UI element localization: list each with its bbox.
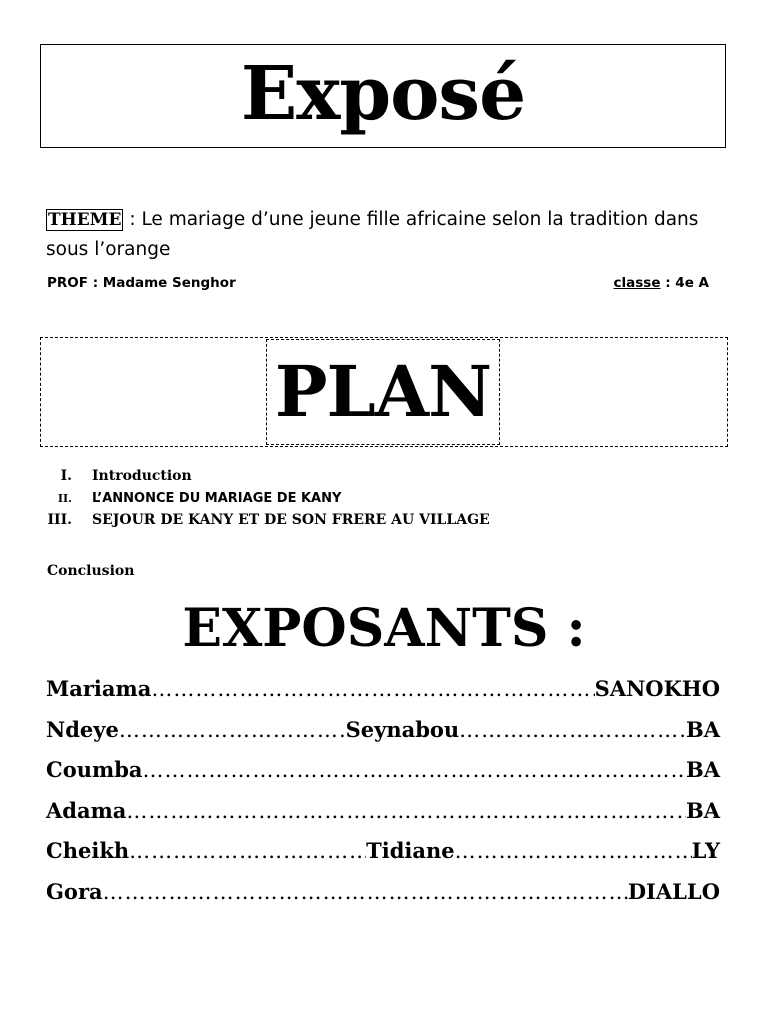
title-box xyxy=(40,44,726,148)
outline-text: SEJOUR DE KANY ET DE SON FRERE AU VILLAGE xyxy=(92,512,490,528)
conclusion: Conclusion xyxy=(47,563,135,579)
person-first-name: Adama xyxy=(46,797,127,823)
person-last-name: BA xyxy=(685,797,720,823)
outline-number: II. xyxy=(57,491,72,505)
dot-leader xyxy=(129,839,366,863)
person-row xyxy=(46,717,720,758)
dot-leader xyxy=(459,718,686,742)
plan-title: PLAN xyxy=(274,350,492,433)
theme-label: THEME xyxy=(48,210,122,230)
person-first-name: Mariama xyxy=(46,676,152,701)
plan-title-box xyxy=(266,339,500,445)
outline-text: Introduction xyxy=(92,468,192,484)
theme-text: : Le mariage d’une jeune fille africaine selon la tradition dans sous l’orange xyxy=(46,209,699,260)
exposants-title: EXPOSANTS : xyxy=(182,598,586,659)
outline-text: L’ANNONCE DU MARIAGE DE KANY xyxy=(92,490,342,506)
outline-item xyxy=(40,509,740,531)
classe-value: : 4e A xyxy=(660,275,709,291)
outline-item xyxy=(40,465,740,487)
prof-text: PROF : Madame Senghor xyxy=(47,275,236,291)
outline-number: III. xyxy=(47,512,72,528)
person-row xyxy=(46,838,720,879)
dot-leader xyxy=(119,718,346,742)
dot-leader xyxy=(126,799,686,823)
outline-item xyxy=(40,487,740,509)
person-first-name: Cheikh xyxy=(46,838,130,863)
person-middle-name: Seynabou xyxy=(345,716,460,742)
person-last-name: DIALLO xyxy=(627,878,720,904)
plan-outline xyxy=(40,465,740,531)
person-first-name: Coumba xyxy=(46,757,143,782)
dot-leader xyxy=(103,880,628,904)
person-last-name: LY xyxy=(691,838,721,863)
document-title: Exposé xyxy=(240,51,526,137)
exposants-list xyxy=(46,676,720,919)
person-row xyxy=(46,676,720,717)
person-middle-name: Tidiane xyxy=(366,838,455,863)
person-row xyxy=(46,757,720,798)
person-row xyxy=(46,879,720,920)
person-first-name: Gora xyxy=(46,878,103,904)
classe-label: classe xyxy=(613,275,661,291)
prof-line xyxy=(47,275,709,291)
person-last-name: BA xyxy=(685,757,720,782)
classe-info xyxy=(614,275,709,291)
theme-paragraph xyxy=(46,205,736,264)
outline-number: I. xyxy=(60,468,72,484)
person-last-name: SANOKHO xyxy=(594,676,720,701)
person-last-name: BA xyxy=(685,716,721,742)
dot-leader xyxy=(143,758,686,782)
dot-leader xyxy=(455,839,692,863)
person-row xyxy=(46,798,720,839)
dot-leader xyxy=(151,677,594,701)
person-first-name: Ndeye xyxy=(46,716,119,742)
